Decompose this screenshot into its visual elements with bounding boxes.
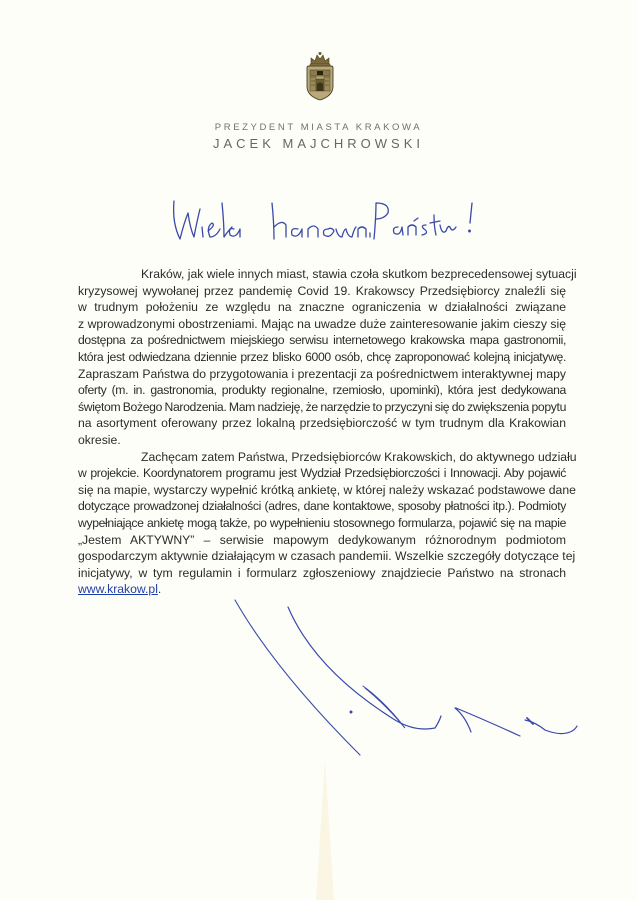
body-line: oferty (m. in. gastronomia, produkty regionalne, rzemiosło, upominki), która jest dedykowana: [78, 383, 566, 398]
body-line: okresie.: [78, 432, 121, 447]
body-line: na asortyment oferowany przez lokalną przedsiębiorczość w tym trudnym dla Krakowian: [78, 416, 566, 431]
body-line: z wprowadzonymi obostrzeniami. Mając na uwadze duże zainteresowanie jakim cieszy się: [78, 316, 566, 331]
paragraph-2: [78, 449, 577, 598]
krakow-coat-of-arms-icon: [303, 50, 337, 102]
letterhead-name: JACEK MAJCHROWSKI: [212, 136, 424, 151]
paragraph-1: [78, 266, 577, 449]
body-line: „Jestem AKTYWNY” – serwisie mapowym dedykowanym różnorodnym podmiotom: [78, 532, 566, 547]
krakow-website-link[interactable]: www.krakow.pl: [78, 582, 158, 597]
body-line: kryzysowej wywołanej przez pandemię Covid 19. Krakowscy Przedsiębiorcy znaleźli się: [78, 283, 566, 298]
letterhead-title: PREZYDENT MIASTA KRAKOWA: [214, 122, 423, 133]
handwritten-signature: [215, 590, 595, 760]
body-line: Zapraszam Państwa do przygotowania i prezentacji za pośrednictwem interaktywnej mapy: [78, 366, 566, 381]
paper-watermark: [310, 760, 340, 900]
body-line: się na mapie, wystarczy wypełnić krótką ankietę, w której należy wskazać podstawowe dane: [78, 482, 576, 497]
body-line: wypełniające ankietę mogą także, po wypełnieniu stosownego formularza, pojawić się na mapie: [78, 515, 566, 530]
letter-body: [78, 266, 577, 598]
body-line: inicjatywy, w tym regulamin i formularz zgłoszeniowy znajdziecie Państwo na stronach: [78, 565, 566, 580]
body-line: Zachęcam zatem Państwa, Przedsiębiorców Krakowskich, do aktywnego udziału: [141, 449, 577, 464]
body-line: dostępna za pośrednictwem miejskiego serwisu internetowego krakowska mapa gastronomii,: [78, 333, 566, 348]
body-line: dotyczące prowadzonej działalności (adres, dane kontaktowe, sposoby płatności itp.). Podmioty: [78, 499, 566, 514]
body-line: w trudnym położeniu ze względu na znaczne ograniczenia w działalności związane: [78, 300, 566, 315]
link-suffix: .: [157, 582, 162, 597]
body-line: w projekcie. Koordynatorem programu jest Wydział Przedsiębiorczości i Innowacji. Aby pojawić: [78, 466, 566, 481]
body-line: gospodarczym aktywnie działającym w czasach pandemii. Wszelkie szczegóły dotyczące tej: [78, 549, 576, 564]
body-line: która jest odwiedzana dziennie przez blisko 6000 osób, chcę zaproponować kolejną inicjatywę.: [78, 349, 566, 364]
body-line: świętom Bożego Narodzenia. Mam nadzieję, że narzędzie to przyczyni się do zwiększenia popytu: [78, 399, 566, 414]
handwritten-salutation: [150, 183, 480, 253]
body-line: Kraków, jak wiele innych miast, stawia czoła skutkom bezprecedensowej sytuacji: [141, 267, 577, 281]
